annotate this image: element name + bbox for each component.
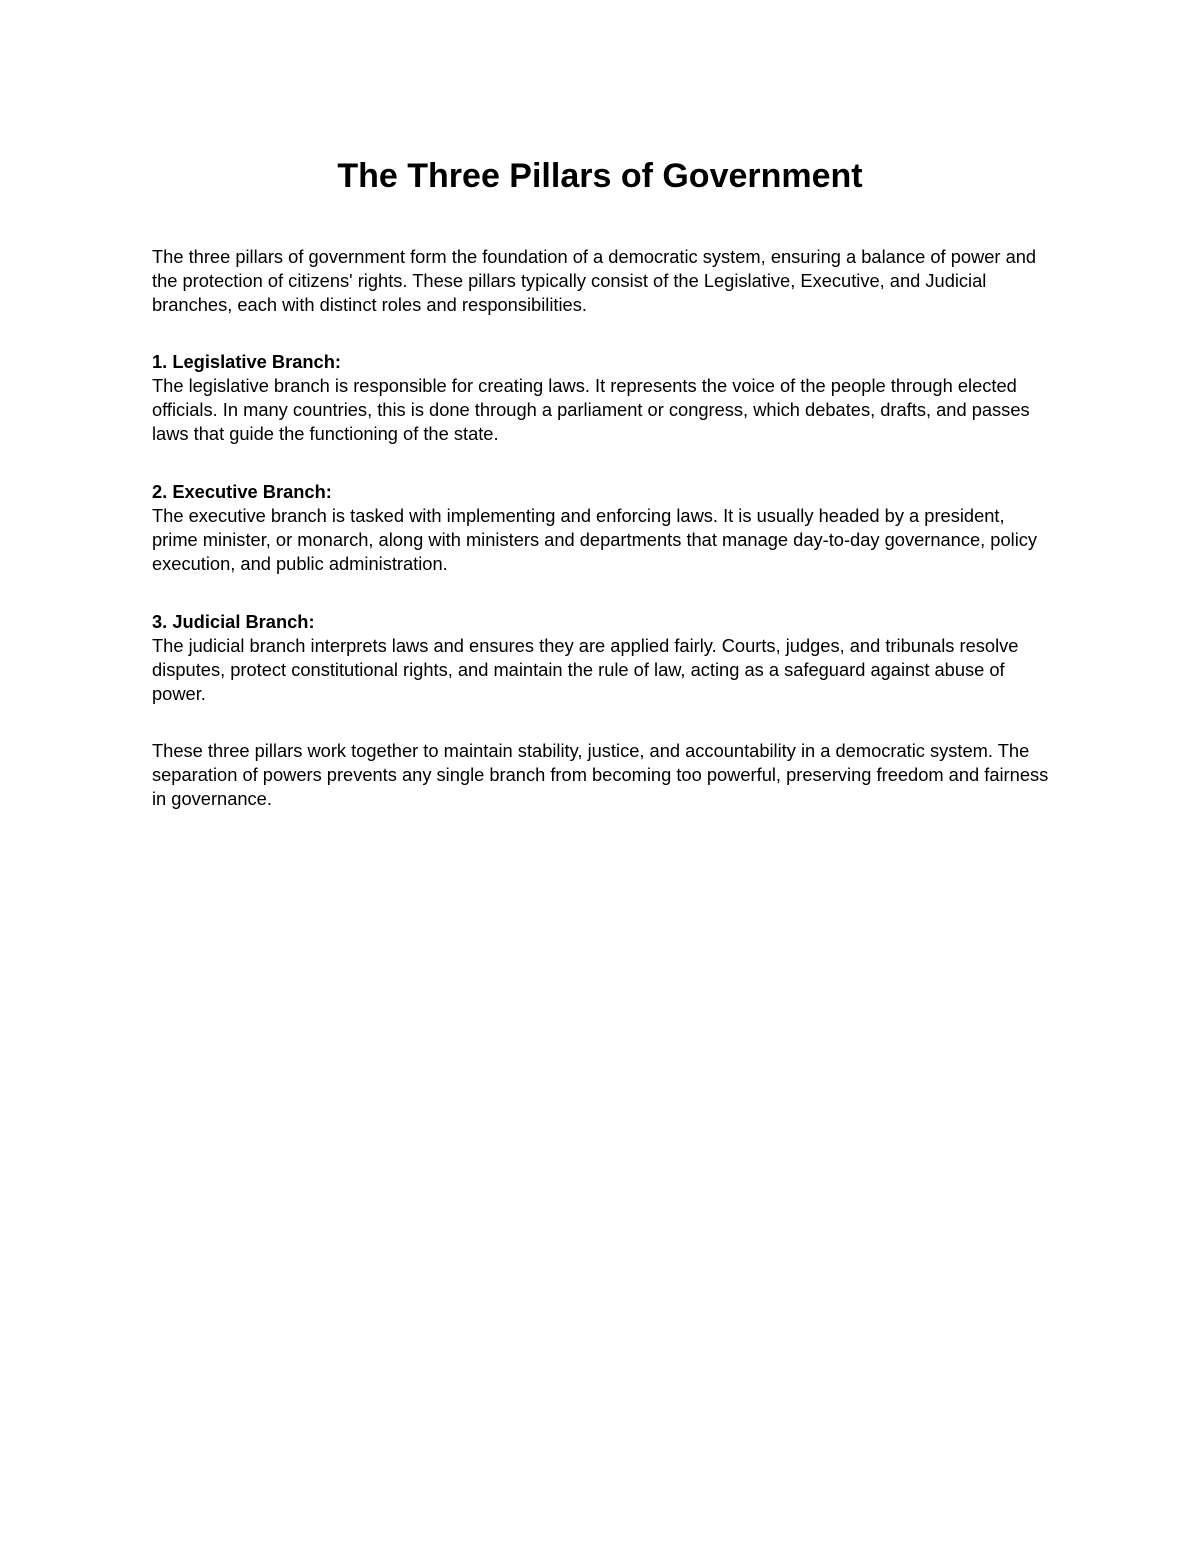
section-heading: 3. Judicial Branch: <box>152 611 315 632</box>
section-executive <box>152 480 1052 576</box>
section-legislative <box>152 350 1052 446</box>
page-title: The Three Pillars of Government <box>337 157 863 195</box>
conclusion-paragraph: These three pillars work together to maintain stability, justice, and accountability in a democratic system. The separation of powers prevents any single branch from becoming too powerful, preserving freedom and fairness in governance. <box>152 740 1049 809</box>
section-heading: 1. Legislative Branch: <box>152 351 341 372</box>
section-paragraph: The executive branch is tasked with implementing and enforcing laws. It is usually headed by a president, prime minister, or monarch, along with ministers and departments that manage day-to-day governance, policy execution, and public administration. <box>152 505 1038 574</box>
section-paragraph: The legislative branch is responsible for creating laws. It represents the voice of the people through elected officials. In many countries, this is done through a parliament or congress, which debates, drafts, and passes laws that guide the functioning of the state. <box>152 375 1030 444</box>
section-heading: 2. Executive Branch: <box>152 481 332 502</box>
section-judicial <box>152 610 1052 706</box>
section-paragraph: The judicial branch interprets laws and ensures they are applied fairly. Courts, judges, and tribunals resolve disputes, protect constitutional rights, and maintain the rule of law, acting as a safeguard against abuse of power. <box>152 635 1019 704</box>
intro-paragraph: The three pillars of government form the foundation of a democratic system, ensuring a balance of power and the protection of citizens' rights. These pillars typically consist of the Legislative, Executive, and Judicial branches, each with distinct roles and responsibilities. <box>152 246 1037 315</box>
